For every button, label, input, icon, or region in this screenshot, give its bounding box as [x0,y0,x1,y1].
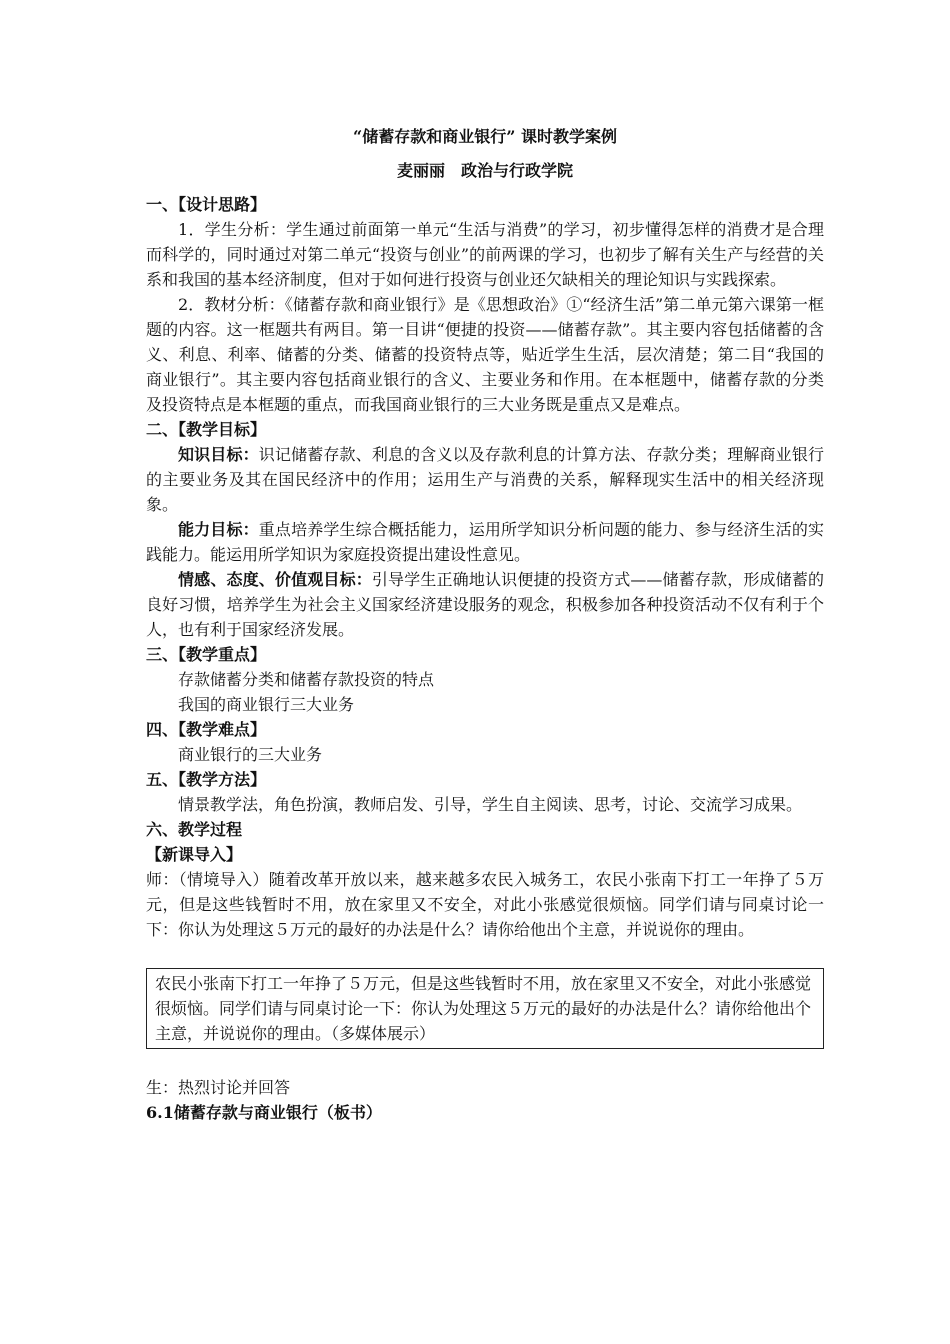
difficulty-1: 商业银行的三大业务 [178,745,323,764]
multimedia-scenario-box: 农民小张南下打工一年挣了５万元，但是这些钱暂时不用，放在家里又不安全，对此小张感觉很烦恼。同学们请与同桌讨论一下：你认为处理这５万元的最好的办法是什么？请你给他出个主意，并说说你的理由。（多媒体展示） [146,968,824,1049]
paragraph-emotion-objective [146,567,824,642]
text-ability-objective: 重点培养学生综合概括能力，运用所学知识分析问题的能力、参与经济生活的实践能力。能运用所学知识为家庭投资提出建设性意见。 [146,520,824,564]
section-heading-key-points: 三、【教学重点】 [146,645,267,664]
label-knowledge-objective: 知识目标： [178,445,259,464]
author-line: 麦丽丽 政治与行政学院 [396,161,573,180]
paragraph-methods: 情景教学法，角色扮演，教师启发、引导，学生自主阅读、思考，讨论、交流学习成果。 [178,795,803,814]
label-emotion-objective: 情感、态度、价值观目标： [178,570,372,589]
board-writing-heading: 6.1储蓄存款与商业银行（板书） [146,1103,382,1122]
label-ability-objective: 能力目标： [178,520,259,539]
section-heading-process: 六、教学过程 [146,820,243,839]
text-knowledge-objective: 识记储蓄存款、利息的含义以及存款利息的计算方法、存款分类；理解商业银行的主要业务及其在国民经济中的作用；运用生产与消费的关系，解释现实生活中的相关经济现象。 [146,445,824,514]
text-emotion-objective: 引导学生正确地认识便捷的投资方式——储蓄存款，形成储蓄的良好习惯，培养学生为社会主义国家经济建设服务的观念，积极参加各种投资活动不仅有利于个人，也有利于国家经济发展。 [146,570,824,639]
key-point-2: 我国的商业银行三大业务 [178,695,355,714]
paragraph-ability-objective [146,517,824,567]
key-point-1: 存款储蓄分类和储蓄存款投资的特点 [178,670,435,689]
paragraph-teacher-intro: 师：（情境导入）随着改革开放以来，越来越多农民入城务工，农民小张南下打工一年挣了５万元，但是这些钱暂时不用，放在家里又不安全，对此小张感觉很烦恼。同学们请与同桌讨论一下：你认为处理这５万元的最好的办法是什么？请你给他出个主意，并说说你的理由。 [146,870,824,939]
section-heading-objectives: 二、【教学目标】 [146,420,267,439]
section-heading-design: 一、【设计思路】 [146,195,267,214]
paragraph-student-analysis: 1．学生分析：学生通过前面第一单元“生活与消费”的学习，初步懂得怎样的消费才是合理而科学的，同时通过对第二单元“投资与创业”的前两课的学习，也初步了解有关生产与经营的关系和我国的基本经济制度，但对于如何进行投资与创业还欠缺相关的理论知识与实践探索。 [146,220,824,289]
subheading-lesson-intro: 【新课导入】 [146,845,243,864]
paragraph-knowledge-objective [146,442,824,517]
paragraph-student-response: 生：热烈讨论并回答 [146,1078,291,1097]
section-heading-methods: 五、【教学方法】 [146,770,267,789]
section-heading-difficulties: 四、【教学难点】 [146,720,267,739]
paragraph-material-analysis: 2．教材分析：《储蓄存款和商业银行》是《思想政治》①“经济生活”第二单元第六课第一框题的内容。这一框题共有两目。第一目讲“便捷的投资——储蓄存款”。其主要内容包括储蓄的含义、利息、利率、储蓄的分类、储蓄的投资特点等，贴近学生生活，层次清楚；第二目“我国的商业银行”。其主要内容包括商业银行的含义、主要业务和作用。在本框题中，储蓄存款的分类及投资特点是本框题的重点，而我国商业银行的三大业务既是重点又是难点。 [146,295,824,414]
document-title: “储蓄存款和商业银行” 课时教学案例 [353,127,617,146]
